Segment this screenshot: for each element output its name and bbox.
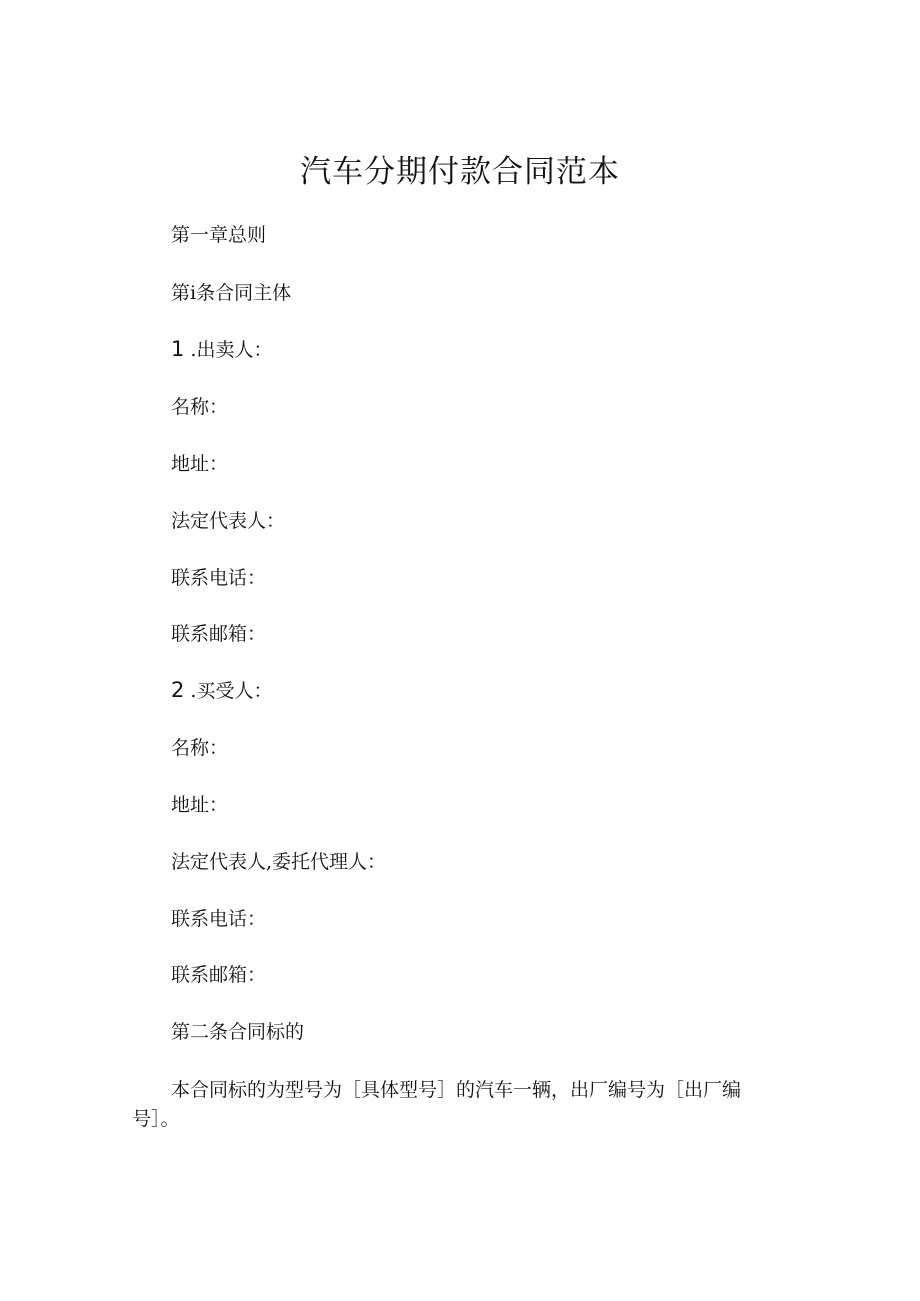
buyer-number: 2	[171, 678, 185, 702]
seller-legal-rep-field: 法定代表人：	[171, 510, 286, 532]
article-2-heading: 第二条合同标的	[171, 1021, 305, 1043]
seller-label: .出卖人：	[190, 339, 273, 361]
buyer-email-field: 联系邮箱：	[171, 964, 267, 986]
buyer-address-field: 地址：	[171, 794, 229, 816]
seller-name-field: 名称：	[171, 396, 229, 418]
seller-heading	[171, 336, 272, 363]
seller-number: 1	[171, 337, 185, 361]
buyer-name-field: 名称：	[171, 737, 229, 759]
seller-phone-field: 联系电话：	[171, 567, 267, 589]
buyer-heading	[171, 677, 272, 704]
buyer-phone-field: 联系电话：	[171, 908, 267, 930]
buyer-legal-rep-field: 法定代表人,委托代理人：	[171, 851, 387, 873]
buyer-label: .买受人：	[190, 680, 273, 702]
seller-address-field: 地址：	[171, 453, 229, 475]
document-title: 汽车分期付款合同范本	[300, 154, 620, 190]
article-1-heading: 第i条合同主体	[171, 282, 292, 304]
article-2-paragraph: 本合同标的为型号为［具体型号］的汽车一辆，出厂编号为［出厂编号］。	[132, 1079, 742, 1130]
chapter-heading: 第一章总则	[171, 224, 267, 246]
seller-email-field: 联系邮箱：	[171, 623, 267, 645]
